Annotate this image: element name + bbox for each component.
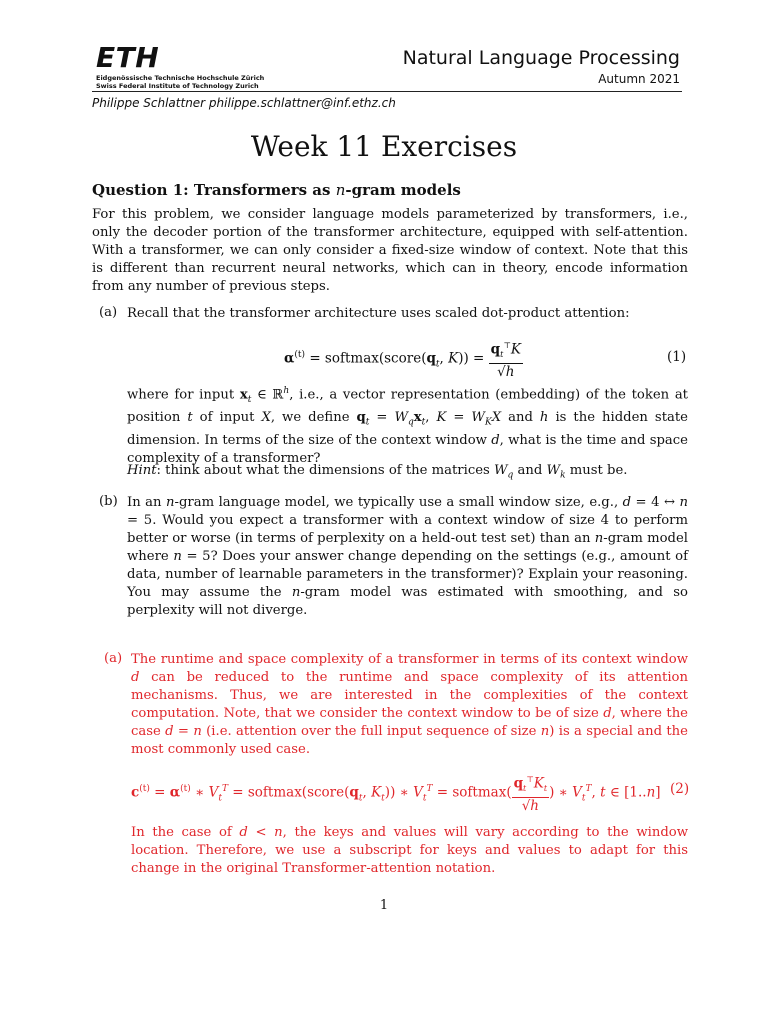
logo-subtitle-2: Swiss Federal Institute of Technology Zurich — [96, 82, 259, 90]
equation-1: $\alpha^{(t)}$ = $softmax(score(q_t$, K)) = $\frac{q_t^⊤K}{√h}$ — [284, 338, 523, 380]
question-intro: For this problem, we consider language models parameterized by transformers, i.e., only the decoder portion of the transformer architecture, equipped with self-attention. With a transformer, we can only consider a fixed-size window of context. Note that this is different than recurrent neural networks, which can in theory, encode information from any number of previous steps. — [92, 207, 688, 294]
solution-a-paragraph-2: In the case of d < n, the keys and values will vary according to the window location. Therefore, we use a subscript for keys and values to adapt for this change in the original Transformer-attention notation. — [131, 825, 688, 876]
solution-a-label: (a) — [104, 651, 123, 666]
header-divider — [92, 91, 682, 92]
logo-text: ETH — [96, 41, 160, 74]
course-term: Autumn 2021 — [598, 72, 680, 86]
page-title: Week 11 Exercises — [250, 130, 518, 163]
page-number: 1 — [379, 898, 389, 913]
part-a-label: (a) — [99, 305, 118, 320]
equation-2-fraction: $\frac{q_t^⊤K_t}{√h}$ — [512, 772, 550, 814]
solution-a-paragraph-1: The runtime and space complexity of a transformer in terms of its context window d can be reduced to the runtime and space complexity of its attention mechanisms. Thus, we are interested in the complexities of the context computation. Note, that we consider the context window to be of size d, where the case d = n (i.e. attention over the full input sequence of size n) is a special and the most commonly used case. — [131, 652, 688, 757]
author-line: Philippe Schlattner philippe.schlattner@inf.ethz.ch — [92, 96, 396, 110]
question-heading: Question 1: Transformers as n-gram models — [92, 181, 461, 199]
equation-2: $c^{(t)} = \alpha^{(t)}$ ∗ $V_t^T$ = $softmax(score(q_t$, $K_t$)) ∗ $V_t^T$ = softmax( $\frac{q_t^⊤K_t}{√h}$ ) ∗ $V_t^T$, t ∈ [1..n] — [131, 772, 661, 814]
part-b-body: In an n-gram language model, we typically use a small window size, e.g., d = 4 ↔ n = 5. Would you expect a transformer with a context window of size 4 to perform better or worse (in terms of perplexity on a held-out test set) than an n-gram model where n = 5? Does your answer change depending on the settings (e.g., amount of data, number of learnable parameters in the transformer)? Explain your reasoning. You may assume the n-gram model was estimated with smoothing, and so perplexity will not diverge. — [127, 495, 689, 618]
equation-1-number: (1) — [667, 349, 687, 365]
part-b-label: (b) — [99, 494, 118, 509]
course-title: Natural Language Processing — [402, 47, 680, 69]
part-a-body: where for input $x_t$ ∈ ℝ$^h$, i.e., a vector representation (embedding) of the token at position t of input X, we define $q_t = W_qx_t$, $K = W_KX$ and h is the hidden state dimension. In terms of the size of the context window d, what is the time and space complexity of a transformer? — [127, 386, 688, 466]
part-a-hint: Hint: think about what the dimensions of the matrices $W_q$ and $W_k$ must be. — [127, 463, 628, 481]
equation-2-number: (2) — [670, 781, 690, 797]
logo-subtitle-1: Eidgenössische Technische Hochschule Zürich — [96, 74, 265, 82]
equation-1-fraction: $\frac{q_t^⊤K}{√h}$ — [489, 338, 523, 380]
part-a-prompt: Recall that the transformer architecture uses scaled dot-product attention: — [127, 306, 630, 321]
eth-logo — [96, 41, 265, 90]
